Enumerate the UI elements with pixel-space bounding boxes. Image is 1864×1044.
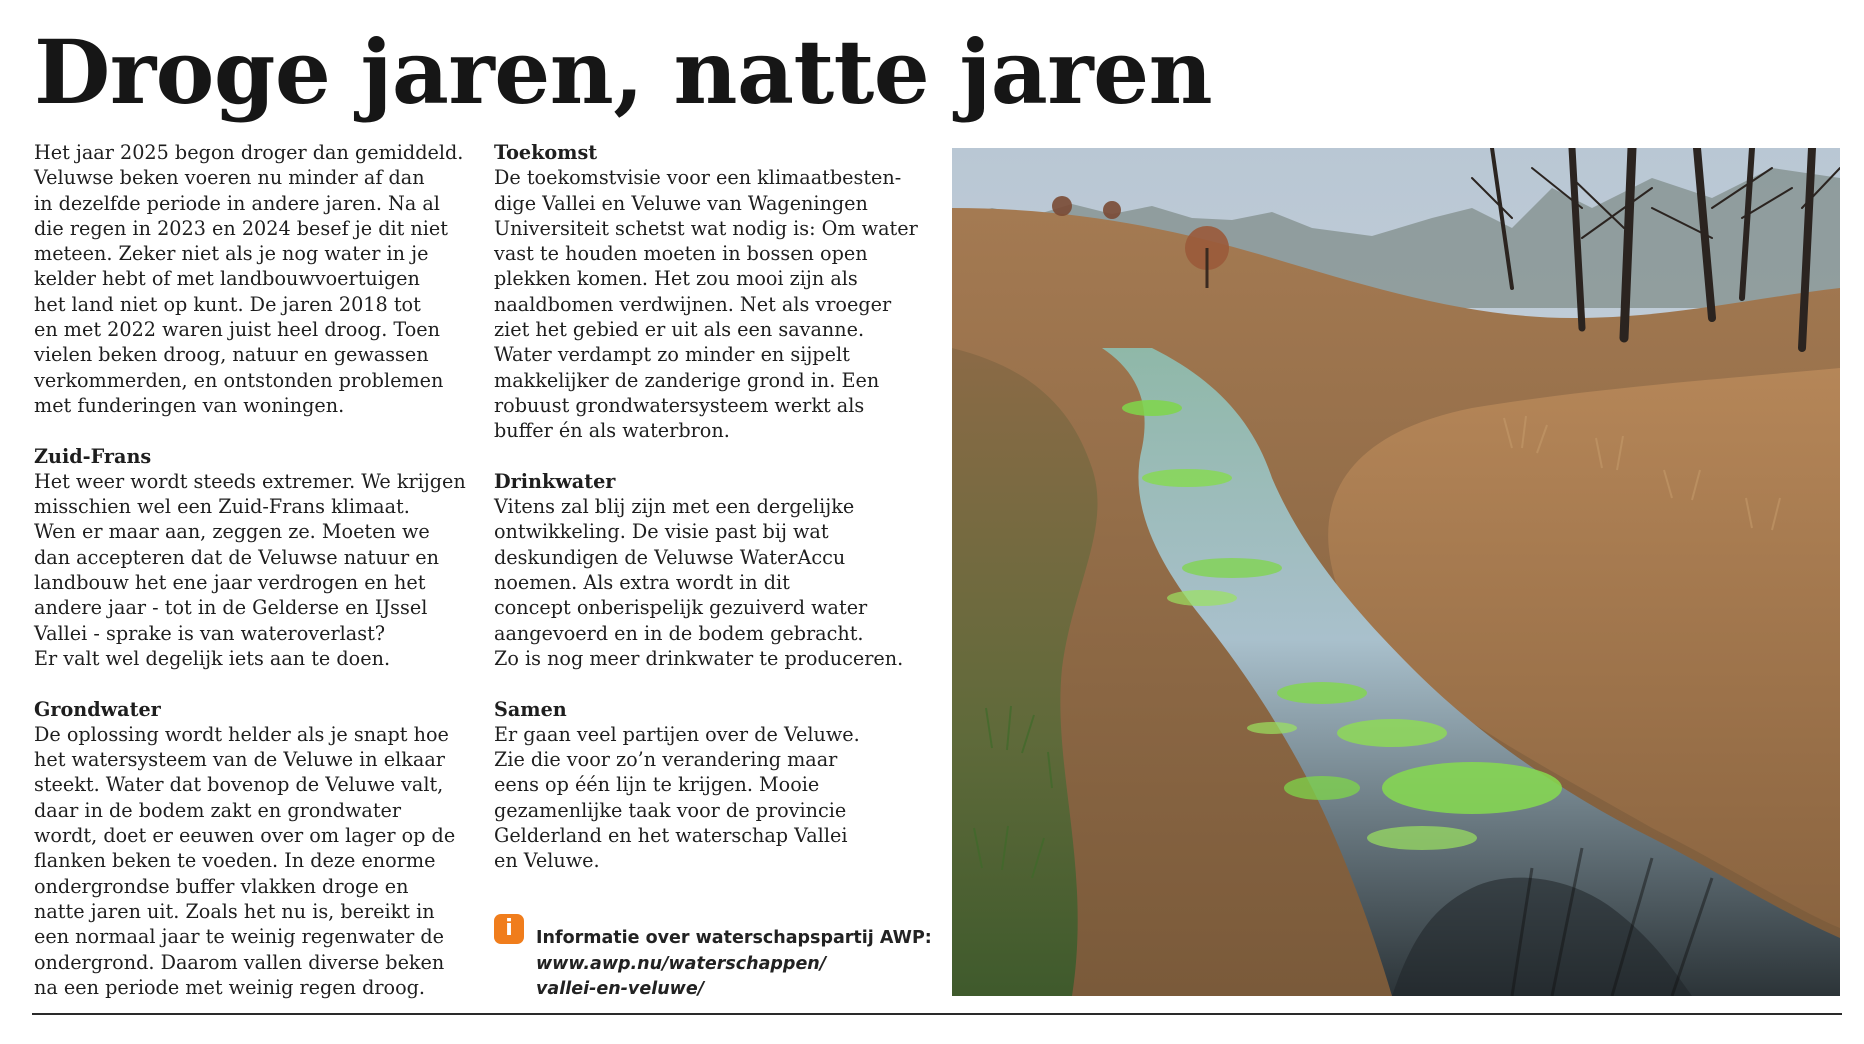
body-text-line: Zie die voor zo’n verandering maar [494,748,838,772]
body-text-line: steekt. Water dat bovenop de Veluwe valt, [34,773,444,797]
body-text-line: kelder hebt of met landbouwvoertuigen [34,267,420,291]
body-text-line: Vallei - sprake is van wateroverlast? [34,621,386,645]
body-text-line: wordt, doet er eeuwen over om lager op de [34,824,456,848]
body-text-line: landbouw het ene jaar verdrogen en het [34,571,426,595]
article-section [34,140,474,418]
body-text-line: in dezelfde periode in andere jaren. Na al [34,191,440,215]
body-text-line: het watersysteem van de Veluwe in elkaar [34,748,445,772]
body-text-line: Het jaar 2025 begon droger dan gemiddeld. [34,141,464,164]
body-text-line: ondergrondse buffer vlakken droge en [34,874,409,898]
body-text-line: naaldbomen verdwijnen. Net als vroeger [494,292,892,316]
body-text-line: daar in de bodem zakt en grondwater [34,798,402,822]
headline: Droge jaren, natte jaren [34,20,1213,124]
body-text-line: misschien wel een Zuid-Frans klimaat. [34,495,410,519]
body-text-line: ondergrond. Daarom vallen diverse beken [34,950,445,974]
body-text-line: vielen beken droog, natuur en gewassen [34,343,429,367]
section-heading: Zuid-Frans [34,444,152,468]
info-icon: i [494,914,524,944]
article-section [494,140,934,444]
body-text-line: dan accepteren dat de Veluwse natuur en [34,545,439,569]
body-text-line: Water verdampt zo minder en sijpelt [494,343,850,367]
body-text-line: andere jaar - tot in de Gelderse en IJssel [34,596,428,620]
body-text-line: Er gaan veel partijen over de Veluwe. [494,722,860,746]
column-1 [34,140,474,1025]
body-text-line: Wen er maar aan, zeggen ze. Moeten we [34,520,430,544]
body-text-line: ontwikkeling. De visie past bij wat [494,520,829,544]
body-text-line: Universiteit schetst wat nodig is: Om water [494,216,918,240]
body-text-line: meteen. Zeker niet als je nog water in je [34,242,429,266]
body-text-line: De toekomstvisie voor een klimaatbesten- [494,166,902,190]
info-text [536,926,932,1003]
body-text-line: Vitens zal blij zijn met een dergelijke [494,495,855,519]
body-text-line: makkelijker de zanderige grond in. Een [494,368,880,392]
body-text-line: dige Vallei en Veluwe van Wageningen [494,191,868,215]
info-url-line-2[interactable]: vallei-en-veluwe/ [536,979,705,999]
body-text-line: ziet het gebied er uit als een savanne. [494,318,865,342]
body-text-line: met funderingen van woningen. [34,393,345,417]
body-text-line: na een periode met weinig regen droog. [34,975,426,999]
body-text-line: plekken komen. Het zou mooi zijn als [494,267,858,291]
body-text-line: en met 2022 waren juist heel droog. Toen [34,318,440,342]
body-text-line: Gelderland en het waterschap Vallei [494,824,848,848]
body-text-line: het land niet op kunt. De jaren 2018 tot [34,292,421,316]
body-text-line: gezamenlijke taak voor de provincie [494,798,847,822]
body-text-line: De oplossing wordt helder als je snapt hoe [34,722,449,746]
body-text-line: vast te houden moeten in bossen open [494,242,868,266]
heathland-stream-photo [952,148,1840,996]
body-text-line: noemen. Als extra wordt in dit [494,571,790,595]
body-text-line: Het weer wordt steeds extremer. We krijgen [34,469,466,493]
article-section [34,444,474,672]
body-text-line: verkommerden, en ontstonden problemen [34,368,444,392]
article-section [494,469,934,671]
body-text-line: buffer én als waterbron. [494,419,730,443]
info-title: Informatie over waterschapspartij AWP: [536,928,932,948]
section-heading: Drinkwater [494,469,616,493]
article-section [34,697,474,1001]
body-text-line: robuust grondwatersysteem werkt als [494,393,865,417]
info-box [494,914,932,1004]
body-text-line: eens op één lijn te krijgen. Mooie [494,773,820,797]
body-text-line: Zo is nog meer drinkwater te produceren. [494,646,904,670]
section-heading: Samen [494,697,567,721]
article-section [494,697,934,874]
body-text-line: concept onberispelijk gezuiverd water [494,596,868,620]
body-text-line: aangevoerd en in de bodem gebracht. [494,621,864,645]
body-text-line: en Veluwe. [494,849,600,873]
body-text-line: flanken beken te voeden. In deze enorme [34,849,436,873]
section-heading: Grondwater [34,697,161,721]
column-2 [494,140,934,899]
body-text-line: Veluwse beken voeren nu minder af dan [34,166,425,190]
body-text-line: die regen in 2023 en 2024 besef je dit niet [34,216,448,240]
body-text-line: een normaal jaar te weinig regenwater de [34,925,444,949]
bottom-rule [32,1013,1842,1015]
body-text-line: Er valt wel degelijk iets aan te doen. [34,646,391,670]
section-heading: Toekomst [494,141,598,164]
info-url-line-1[interactable]: www.awp.nu/waterschappen/ [536,953,827,974]
body-text-line: natte jaren uit. Zoals het nu is, bereikt in [34,899,435,923]
body-text-line: deskundigen de Veluwse WaterAccu [494,545,846,569]
